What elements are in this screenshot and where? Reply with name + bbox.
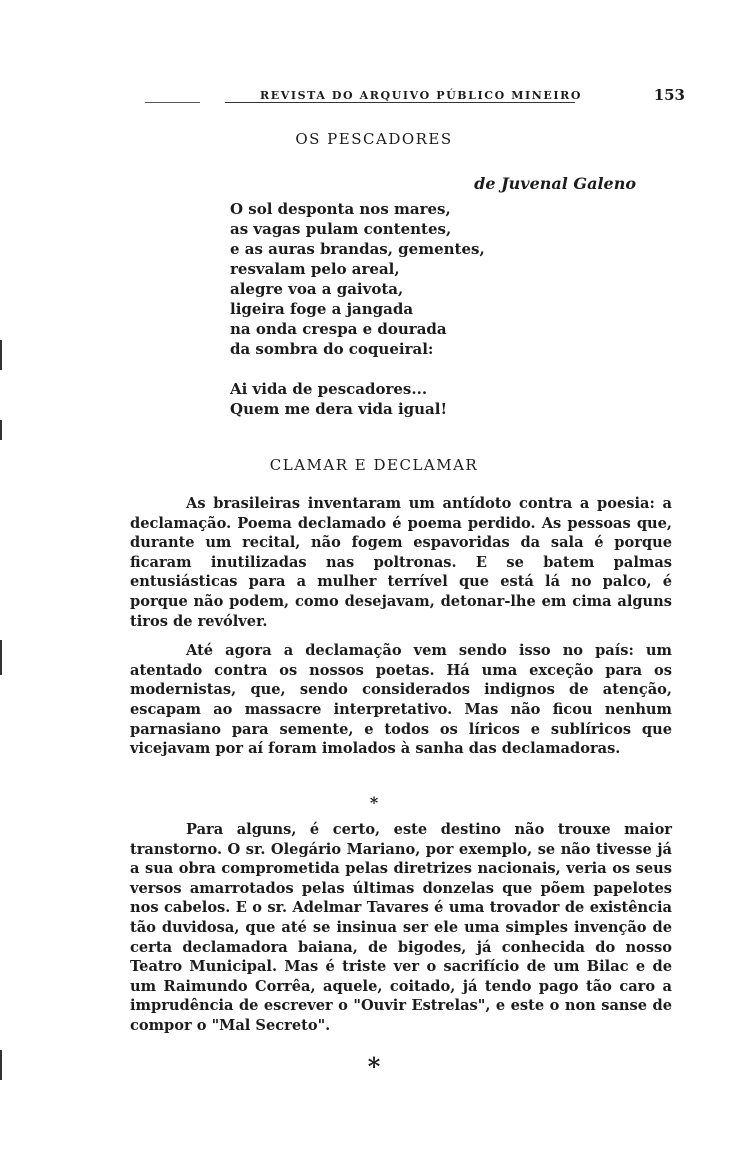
essay-section-1 [130, 494, 672, 769]
page-header [140, 86, 685, 108]
essay-paragraph: Até agora a declamação vem sendo isso no país: um atentado contra os nossos poetas. Há uma exceção para os modernistas, que, sendo considerados indignos de atenção, escapam ao massacre interpretativo. Mas não ficou nenhum parnasiano para semente, e todos os líricos e sublíricos que vicejavam por aí foram imolados à sanha das declamadoras. [130, 642, 672, 758]
essay-title: CLAMAR E DECLAMAR [269, 456, 479, 474]
header-rule [140, 102, 575, 103]
poem-line: resvalam pelo areal, [230, 260, 400, 278]
page-binding-edge [0, 0, 4, 1155]
poem-body [230, 199, 485, 419]
essay-section-2 [130, 820, 672, 1046]
running-title: REVISTA DO ARQUIVO PÚBLICO MINEIRO [260, 89, 583, 102]
poem-line: alegre voa a gaivota, [230, 280, 404, 298]
poem-line: Ai vida de pescadores... [230, 380, 428, 398]
poem-line: da sombra do coqueiral: [230, 340, 434, 358]
poem-line: as vagas pulam contentes, [230, 220, 452, 238]
poem-line: ligeira foge a jangada [230, 300, 414, 318]
end-mark: * [367, 1052, 381, 1081]
page-number: 153 [653, 86, 685, 104]
section-separator: * [369, 793, 379, 812]
poem-line: na onda crespa e dourada [230, 320, 447, 338]
poem-line: Quem me dera vida igual! [230, 400, 448, 418]
poem-line: O sol desponta nos mares, [230, 200, 451, 218]
poem-title: OS PESCADORES [295, 130, 453, 148]
poem-author: de Juvenal Galeno [474, 174, 636, 193]
poem-line: e as auras brandas, gementes, [230, 240, 485, 258]
essay-paragraph: As brasileiras inventaram um antídoto contra a poesia: a declamação. Poema declamado é poema perdido. As pessoas que, durante um recital, não fogem espavoridas da sala é porque ficaram inutilizadas nas poltronas. E se batem palmas entusiásticas para a mulher terrível que está lá no palco, é porque não podem, como desejavam, detonar-lhe em cima alguns tiros de revólver. [130, 495, 672, 630]
essay-paragraph: Para alguns, é certo, este destino não trouxe maior transtorno. O sr. Olegário Mariano, por exemplo, se não tivesse já a sua obra comprometida pelas diretrizes nacionais, veria os seus versos amarrotados pelas últimas donzelas que põem papelotes nos cabelos. E o sr. Adelmar Tavares é uma trovador de existência tão duvidosa, que até se insinua ser ele uma simples invenção de certa declamadora baiana, de bigodes, já conhecida do nosso Teatro Municipal. Mas é triste ver o sacrifício de um Bilac e de um Raimundo Corrêa, aquele, coitado, já tendo pago tão caro a imprudência de escrever o "Ouvir Estrelas", e este o non sanse de compor o "Mal Secreto". [130, 821, 672, 1034]
